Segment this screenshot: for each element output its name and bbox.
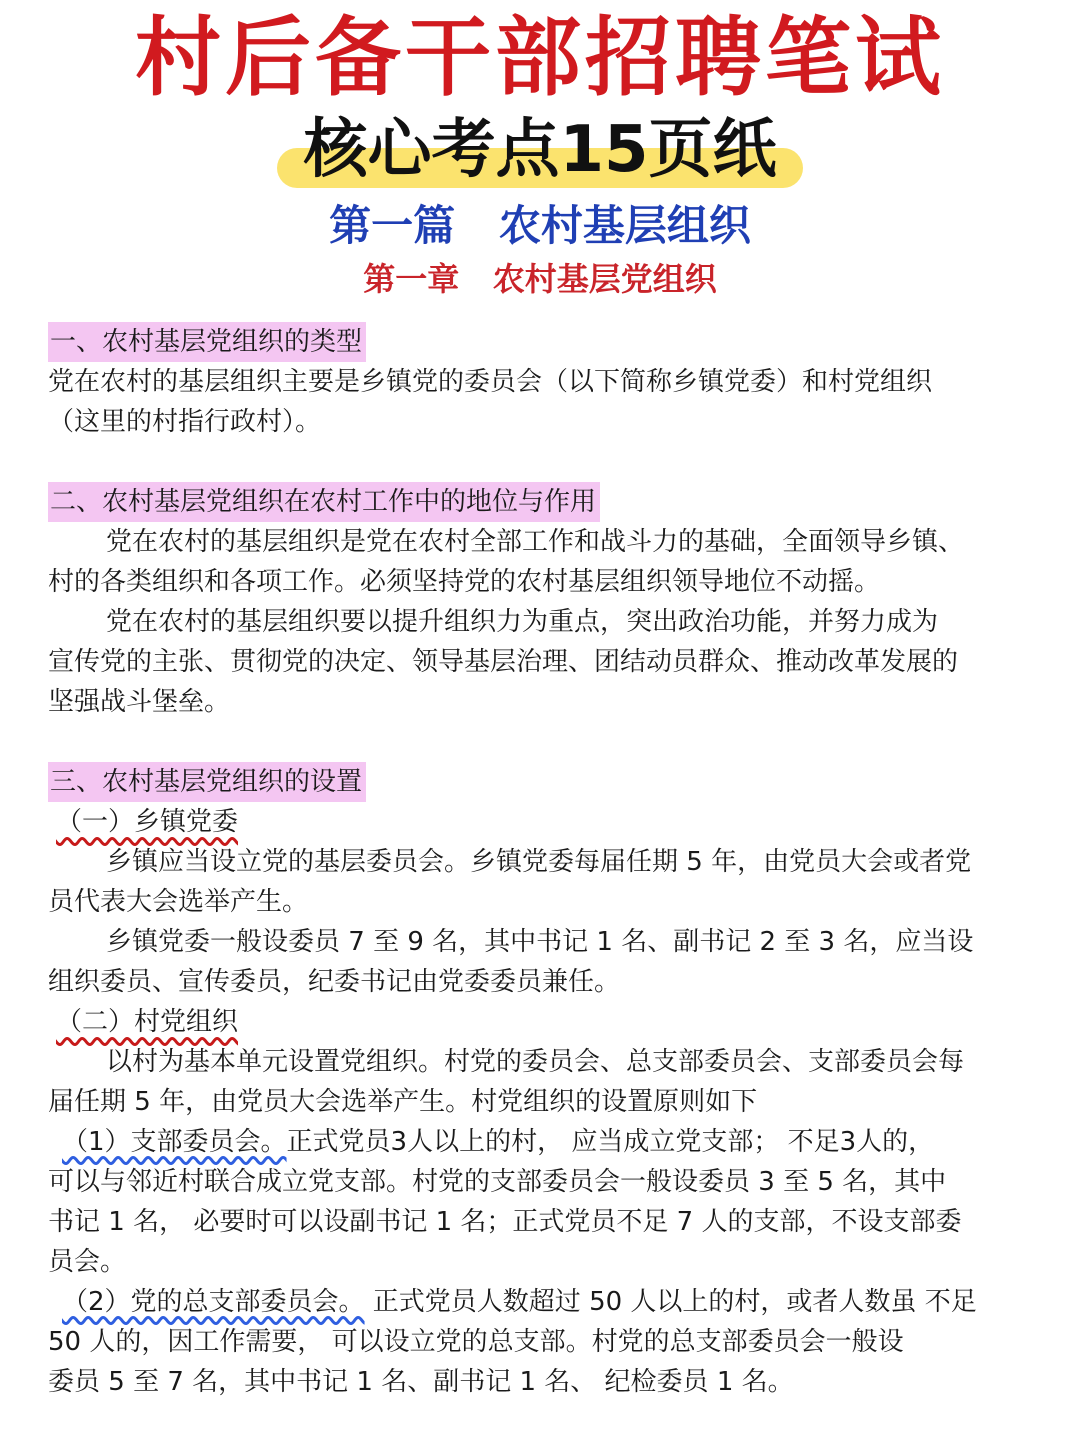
item-text: 正式党员3人以上的村， 应当成立党支部； 不足3人的， [286, 1127, 935, 1157]
paragraph-line: 党在农村的基层组织要以提升组织力为重点，突出政治功能，并努力成为 [106, 607, 939, 637]
paragraph-line: 乡镇应当设立党的基层委员会。乡镇党委每届任期 5 年，由党员大会或者党 [106, 847, 972, 877]
part-title: 第一篇 农村基层组织 [329, 201, 751, 250]
paragraph-line: 委员 5 至 7 名，其中书记 1 名、副书记 1 名、 纪检委员 1 名。 [48, 1367, 794, 1397]
item-text: 正式党员人数超过 50 人以上的村，或者人数虽 不足 [364, 1287, 977, 1317]
paragraph-line: 组织委员、宣传委员，纪委书记由党委委员兼任。 [48, 967, 621, 997]
paragraph-line: 村的各类组织和各项工作。必须坚持党的农村基层组织领导地位不动摇。 [48, 567, 881, 597]
chapter-title: 第一章 农村基层党组织 [363, 260, 717, 298]
paragraph-line: 党在农村的基层组织是党在农村全部工作和战斗力的基础，全面领导乡镇、 [106, 527, 965, 557]
paragraph-line: 届任期 5 年，由党员大会选举产生。村党组织的设置原则如下 [48, 1087, 758, 1117]
subsection-title-village: （二）村党组织 [56, 1007, 239, 1037]
list-item [48, 1122, 1058, 1162]
paragraph-line: 宣传党的主张、贯彻党的决定、领导基层治理、团结动员群众、推动改革发展的 [48, 647, 959, 677]
subsection-title-township: （一）乡镇党委 [56, 807, 239, 837]
paragraph-line: 书记 1 名， 必要时可以设副书记 1 名；正式党员不足 7 人的支部，不设支部委 [48, 1207, 962, 1237]
subtitle-wrapper [0, 110, 1080, 190]
paragraph-line: 乡镇党委一般设委员 7 至 9 名，其中书记 1 名、副书记 2 至 3 名，应当设 [106, 927, 974, 957]
section-role [48, 482, 1058, 722]
paragraph-line: （这里的村指行政村）。 [48, 407, 322, 437]
paragraph-line: 党在农村的基层组织主要是乡镇党的委员会（以下简称乡镇党委）和村党组织 [48, 367, 933, 397]
section-heading: 三、农村基层党组织的设置 [48, 762, 366, 802]
section-types [48, 322, 1058, 442]
paragraph-line: 员代表大会选举产生。 [48, 887, 309, 917]
section-setup [48, 762, 1058, 1402]
item-label: （2）党的总支部委员会。 [62, 1287, 365, 1317]
item-label: （1）支部委员会。 [62, 1127, 287, 1157]
paragraph-line: 员会。 [48, 1247, 127, 1277]
paragraph-line: 以村为基本单元设置党组织。村党的委员会、总支部委员会、支部委员会每 [106, 1047, 965, 1077]
paragraph-line: 50 人的，因工作需要， 可以设立党的总支部。村党的总支部委员会一般设 [48, 1327, 904, 1357]
paragraph-line: 可以与邻近村联合成立党支部。村党的支部委员会一般设委员 3 至 5 名，其中 [48, 1167, 947, 1197]
subtitle-highlight: 核心考点15页纸 [277, 110, 802, 190]
paragraph-line: 坚强战斗堡垒。 [48, 687, 231, 717]
list-item [48, 1282, 1058, 1322]
main-title: 村后备干部招聘笔试 [135, 8, 945, 108]
document-body [48, 322, 1058, 1402]
section-heading: 一、农村基层党组织的类型 [48, 322, 366, 362]
section-heading: 二、农村基层党组织在农村工作中的地位与作用 [48, 482, 600, 522]
